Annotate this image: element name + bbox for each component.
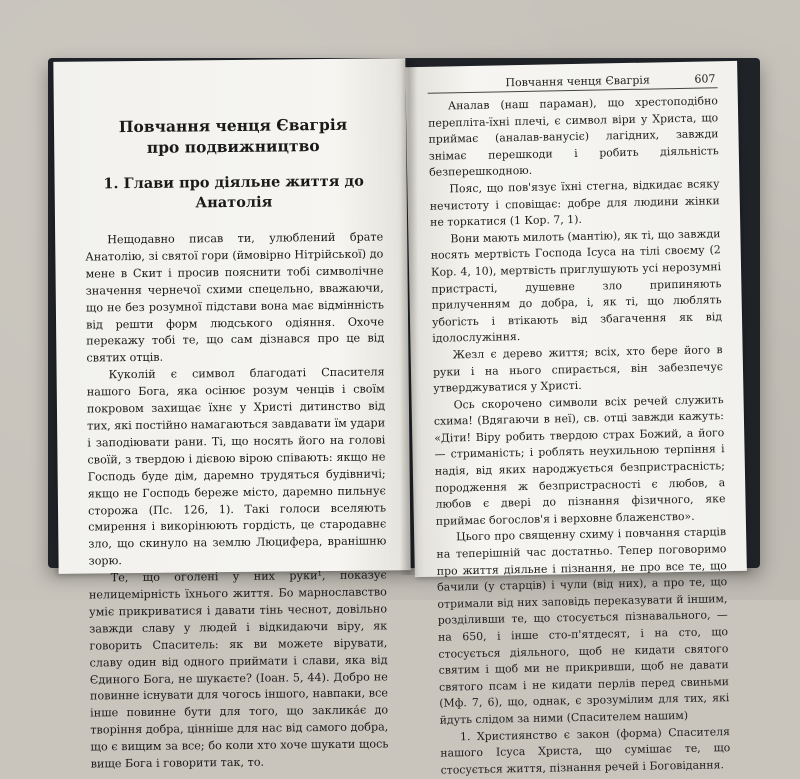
chapter-title-line2: про подвижництво — [146, 136, 320, 157]
right-body-text — [428, 93, 731, 779]
page-number: 607 — [694, 72, 716, 86]
section-title: 1. Глави про діяльне життя до Анатолія — [103, 172, 364, 212]
paragraph: 1. Християнство є закон (форма) Спасителя нашого Ісуса Христа, що сумішає те, що стосується життя, пізнання речей і Боговідання. — [440, 724, 731, 777]
left-page-content — [84, 113, 389, 773]
paragraph: Цього про священну схиму і повчання старців на теперішній час достатньо. Тепер поговоримо про життя діяльне і пізнання, не про все те, що бачили (у старців) і чули (від них), а про те, що отримали від них заповідь переказувати й іншим, розділивши те, що стосується пізнавального, — на 650, і інше сто-п'ятдесят, і на сто, що стосується діяльного, щоб не кидати святого святим і щоб ми не прикривши, щоб не давати святого псам і не кидати перлів перед свиньми (Мф. 7, 6), що, однак, є зрозумілим для тих, які йдуть слідом за ними (Спасителем нашим) — [436, 525, 730, 727]
paragraph: Куколій є символ благодаті Спасителя нашого Бога, яка осінює розум ченців і своїм покровом захищає їхнє у Христі дитинство від тих, які постійно намагаються завдавати їм удари і заподіювати рани. Ті, що носять його на голові своїй, з твердою і дієвою вірою співають: якщо не Господь буде дім, даремно трудяться будівничі; якщо не Господь береже місто, даремно пильнує сторожа (Пс. 126, 1). Такі голоси вселяють смирення і викорінюють гордість, це стародавнє зло, що скинуло на землю Люцифера, вранішню зорю. — [86, 365, 387, 568]
running-header — [427, 71, 717, 94]
paragraph: Нещодавно писав ти, улюблений брате Анатолію, зі святої гори (ймовірно Нітрійської) до мене в Скит і просив пояснити тобі символічне значення чернечої схими спецельно, вважаючи, що не без розумної підстави вона має відмінність від решти форм людського одіяння. Охоче перекажу тобі те, що сам дізнався про це від святих отців. — [85, 230, 385, 365]
left-body-text — [85, 229, 389, 773]
paragraph: Жезл є дерево життя; всіх, хто бере його в руки і на нього спирається, він забезпечує утверджуватися у Христі. — [432, 343, 724, 395]
paragraph: Вони мають милоть (мантію), як ті, що завжди носять мертвість Господа Ісуса на тілі своєму (2 Кор. 4, 10), мертвість приглушують усі нерозумні пристрасті, душевне зло припиняють прилученням до добра, і, як ті, що люблять убогість і втікають від збагачення як від ідолослужіння. — [430, 226, 723, 346]
chapter-title-line1: Повчання ченця Євагрія — [118, 114, 348, 137]
chapter-title — [84, 113, 382, 158]
paragraph: Пояс, що пов'язує їхні стегна, відкидає всяку нечистоту і сповіщає: добре для людини жінки не торкатися (1 Кор. 7, 1). — [429, 177, 720, 229]
left-page — [53, 58, 410, 771]
paragraph: Ось скорочено символи всіх речей служить схима! (Вдягаючи в неї), св. отці завжди кажуть: «Діти! Віру робить твердою страх Божий, а його — стриманість; і роблять неухильною терпіння і надія, від яких народжується безпристрасність; породження ж безпристрасності є любов, а любов є двері до пізнання фізичного, яке приймає богослов'я і верховне блаженство». — [433, 392, 726, 528]
paragraph: Аналав (наш параман), що хрестоподібно перепліта-їхні плечі, є символ віри у Христа, що приймає (аналав-ванусіє) лагідних, завжди знімає перешкоди і робить діяльність безперешкодною. — [428, 94, 719, 180]
paragraph: Те, що оголені у них руки¹, показує нелицемірність їхнього життя. Бо марнославство уміє прикриватися і давати тінь чеснот, довільно завжди славу у людей і відкидаючи віру, як говорить Спаситель: як ви можете вірувати, славу один від одного приймати і слави, яка від Єдиного Бога, не шукаєте? (Іоан. 5, 44). Добро не повинне існувати для чогось іншого, навпаки, все інше повинне бути для того, що заклика́є до творіння добра, цінніше для нас від самого добра, що є вищим за все; бо коли хто хоче шукати щось вище Бога і говорити так, то. — [88, 568, 389, 771]
right-page — [405, 61, 747, 777]
running-title: Повчання ченця Євагрія — [505, 73, 650, 90]
right-page-content — [428, 93, 731, 779]
